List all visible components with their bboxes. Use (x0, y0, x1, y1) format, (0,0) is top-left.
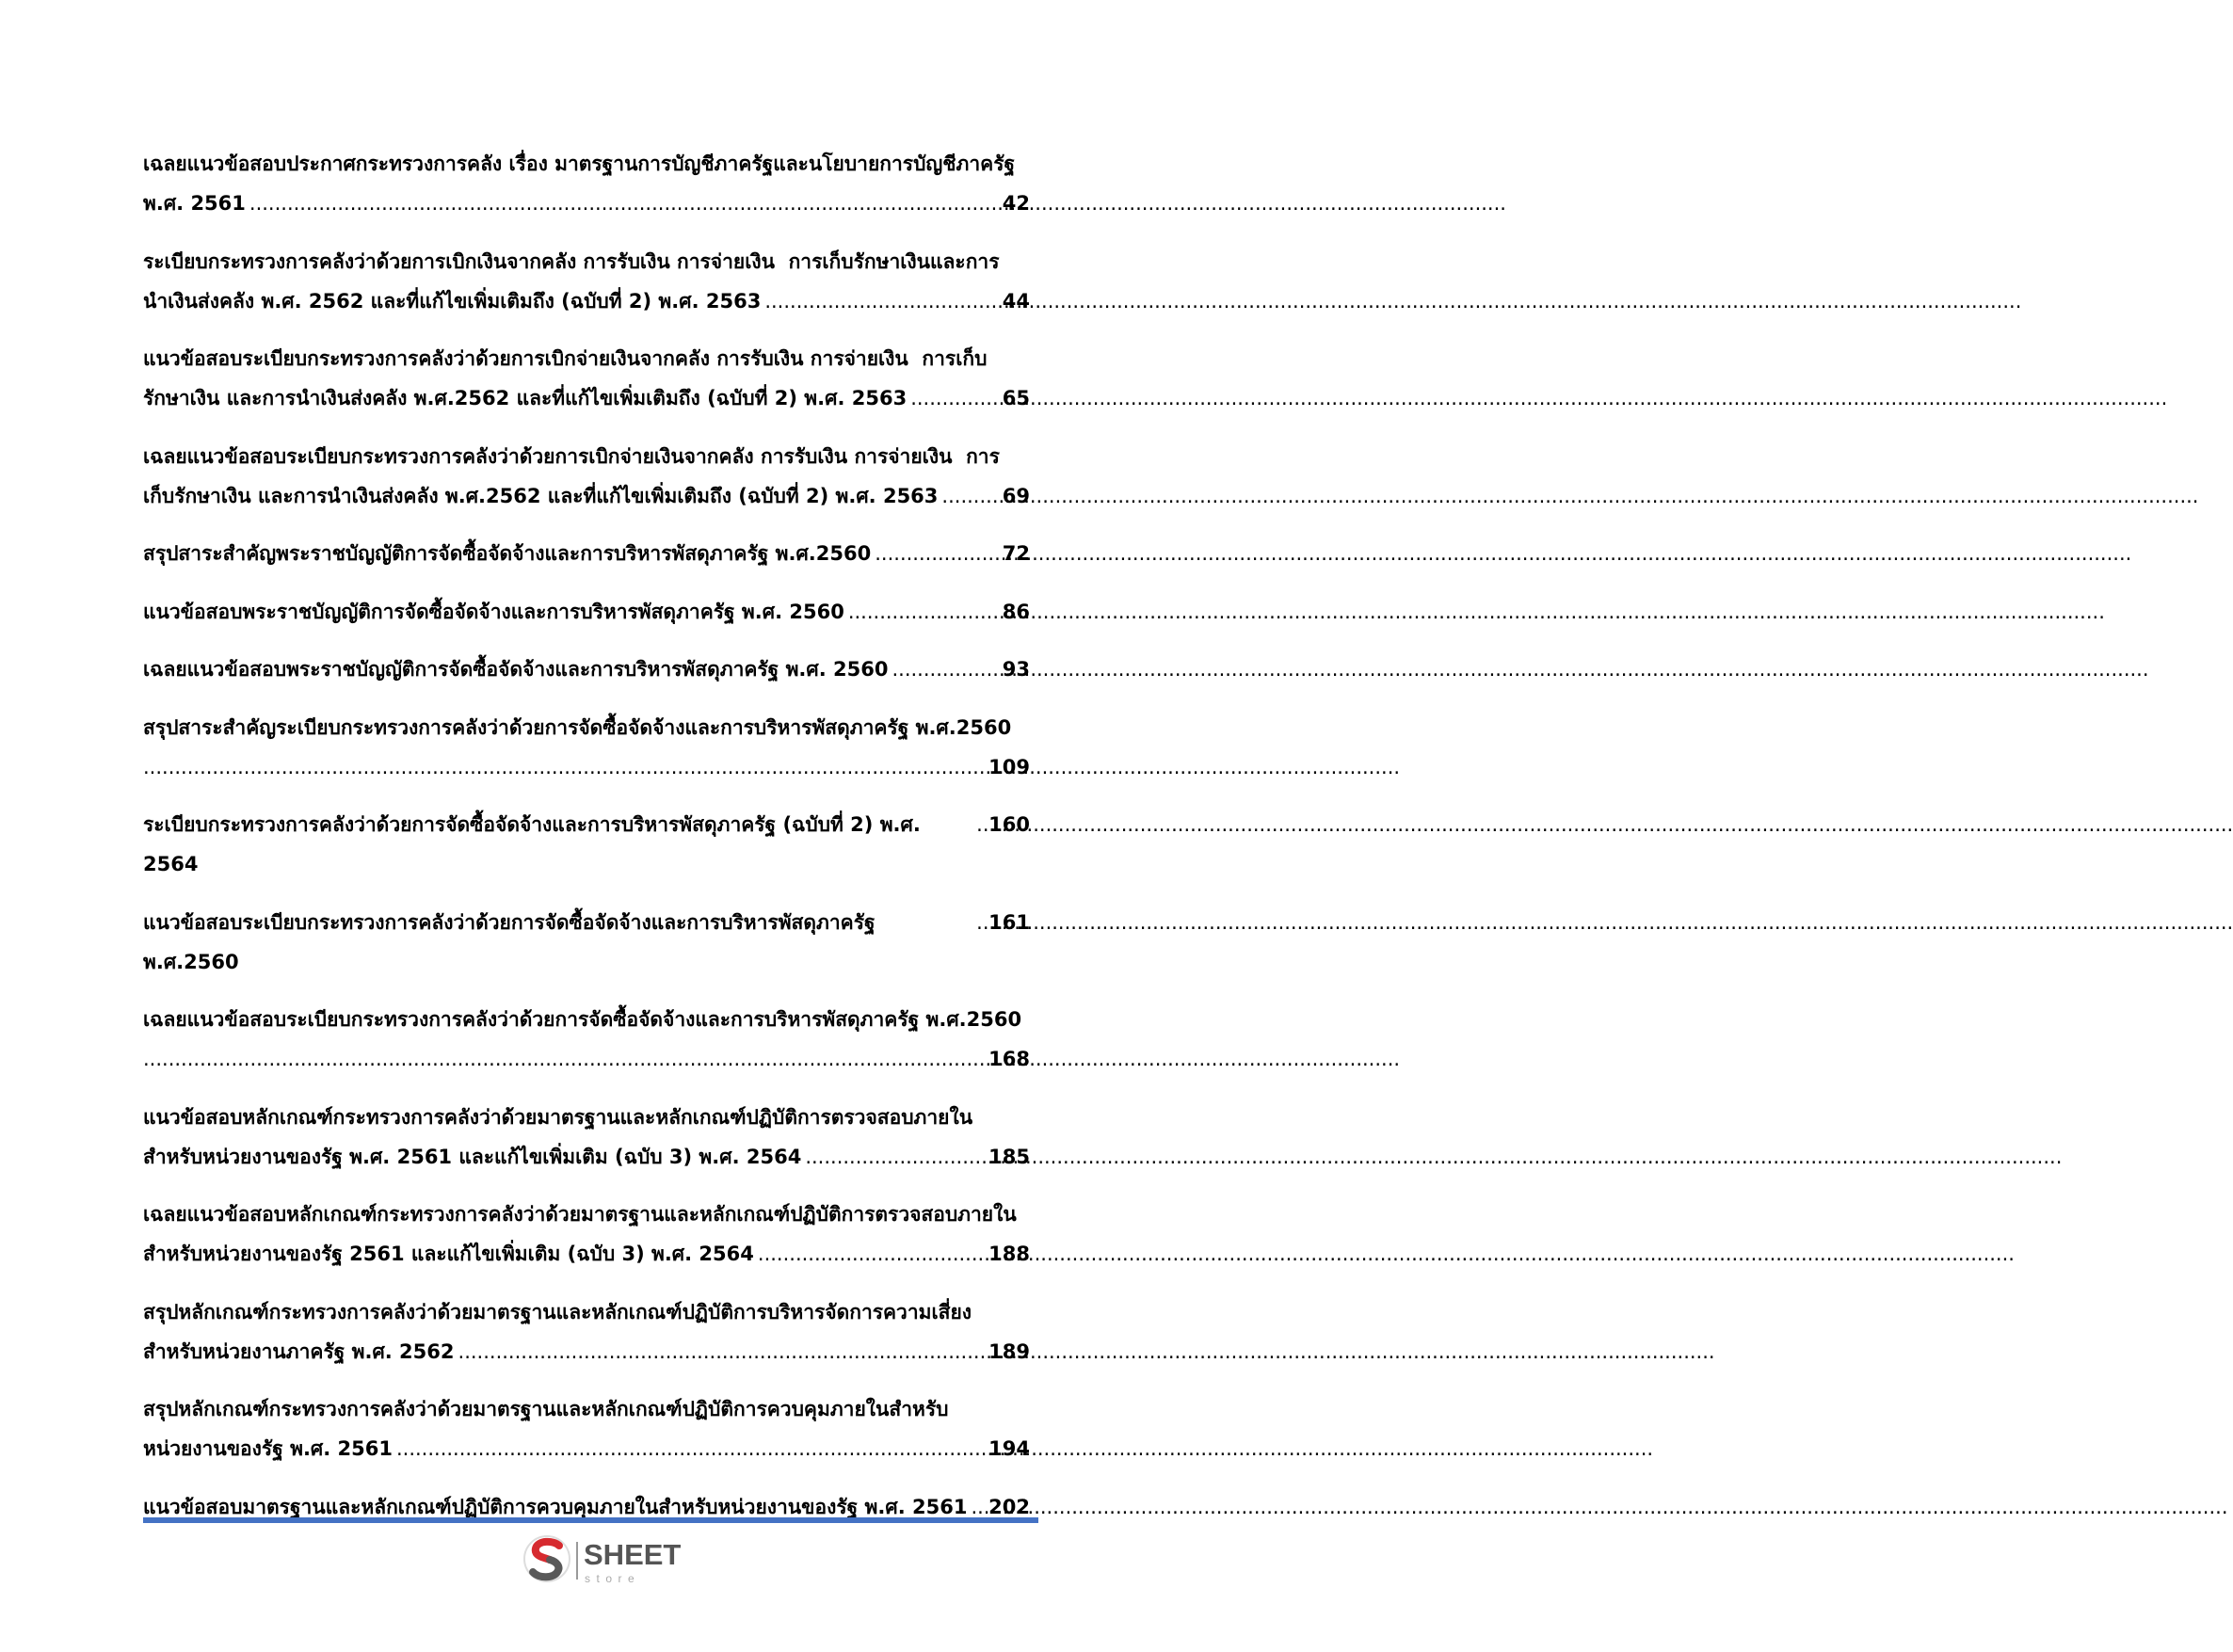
page-number: 42 (1002, 192, 1030, 215)
dot-leader (972, 903, 986, 942)
toc-entry-page-row (143, 184, 1030, 223)
toc-entry-page-row (143, 1137, 1030, 1177)
logo-subtitle: store (585, 1572, 641, 1585)
logo-ring (524, 1536, 570, 1581)
toc-entry-title-line: เฉลยแนวข้อสอบพระราชบัญญัติการจัดซื้อจัดจ้างและการบริหารพัสดุภาครัฐ พ.ศ. 2560 (143, 658, 889, 681)
toc-entry (143, 1195, 1030, 1274)
toc-entry-title-line: สรุปสาระสำคัญระเบียบกระทรวงการคลังว่าด้วยการจัดซื้อจัดจ้างและการบริหารพัสดุภาครัฐ พ.ศ.2560 (143, 715, 1012, 739)
page-number: 109 (988, 755, 1030, 778)
dot-leader (143, 747, 986, 787)
toc-entry-title-line: เก็บรักษาเงิน และการนำเงินส่งคลัง พ.ศ.2562 และที่แก้ไขเพิ่มเติมถึง (ฉบับที่ 2) พ.ศ. 2563 (143, 484, 939, 507)
toc-entry (143, 144, 1030, 223)
toc-entry-title-line: แนวข้อสอบระเบียบกระทรวงการคลังว่าด้วยการเบิกจ่ายเงินจากคลัง การรับเงิน การจ่ายเงิน การเก็บ (143, 347, 988, 370)
toc-entry-title-line: สำหรับหน่วยงานภาครัฐ พ.ศ. 2562 (143, 1339, 455, 1363)
toc-entry (143, 708, 1030, 787)
toc-entry (143, 1389, 1030, 1468)
page-number: 69 (1002, 484, 1030, 507)
toc-entry-page-row (143, 476, 1030, 516)
toc-entry-page-row (143, 747, 1030, 787)
toc-entry (143, 805, 1030, 884)
toc-entry-title-line: รักษาเงิน และการนำเงินส่งคลัง พ.ศ.2562 และที่แก้ไขเพิ่มเติมถึง (ฉบับที่ 2) พ.ศ. 2563 (143, 387, 908, 409)
toc-entry-page-row (143, 805, 1030, 884)
dot-leader (754, 1234, 986, 1274)
footer-rule (143, 1517, 1038, 1523)
table-of-contents (143, 144, 1030, 1518)
page-number: 194 (988, 1437, 1030, 1460)
toc-entry (143, 592, 1030, 632)
toc-entry (143, 1098, 1030, 1177)
toc-entry-page-row (143, 1039, 1030, 1079)
dot-leader (871, 534, 1000, 573)
page-number: 72 (1002, 542, 1030, 565)
page-number: 185 (988, 1145, 1030, 1168)
page-number: 188 (988, 1243, 1030, 1265)
logo-s-bottom (533, 1560, 558, 1577)
toc-entry-page-row (143, 650, 1030, 689)
dot-leader (393, 1429, 986, 1468)
toc-entry-title-line: นำเงินส่งคลัง พ.ศ. 2562 และที่แก้ไขเพิ่มเติมถึง (ฉบับที่ 2) พ.ศ. 2563 (143, 289, 762, 313)
toc-entry (143, 903, 1030, 982)
toc-entry (143, 339, 1030, 418)
dot-leader (801, 1137, 986, 1177)
toc-entry-title-line: แนวข้อสอบหลักเกณฑ์กระทรวงการคลังว่าด้วยมาตรฐานและหลักเกณฑ์ปฏิบัติการตรวจสอบภายใน (143, 1105, 973, 1129)
toc-entry-title-line: แนวข้อสอบมาตรฐานและหลักเกณฑ์ปฏิบัติการควบคุมภายในสำหรับหน่วยงานของรัฐ พ.ศ. 2561 (143, 1495, 968, 1518)
toc-entry-page-row (143, 1429, 1030, 1468)
dot-leader (907, 378, 1000, 418)
dot-leader (938, 476, 999, 516)
toc-entry (143, 534, 1030, 573)
dot-leader (888, 650, 999, 689)
toc-entry-title-line: แนวข้อสอบพระราชบัญญัติการจัดซื้อจัดจ้างและการบริหารพัสดุภาครัฐ พ.ศ. 2560 (143, 600, 844, 623)
toc-entry-title-line: เฉลยแนวข้อสอบระเบียบกระทรวงการคลังว่าด้วยการจัดซื้อจัดจ้างและการบริหารพัสดุภาครัฐ พ.ศ.2560 (143, 1008, 1022, 1031)
toc-entry-page-row (143, 378, 1030, 418)
toc-entry-title-line: ระเบียบกระทรวงการคลังว่าด้วยการเบิกเงินจากคลัง การรับเงิน การจ่ายเงิน การเก็บรักษาเงินและการ (143, 249, 1000, 273)
dot-leader (844, 592, 1000, 632)
toc-entry (143, 1292, 1030, 1371)
page-number: 168 (988, 1048, 1030, 1070)
logo-name: SHEET (584, 1538, 682, 1571)
page-number: 44 (1002, 289, 1030, 313)
toc-entry-page-row (143, 281, 1030, 321)
page-number: 161 (988, 910, 1030, 934)
dot-leader (972, 805, 986, 844)
dot-leader (761, 281, 999, 321)
logo-divider (576, 1542, 578, 1580)
dot-leader (143, 1039, 986, 1079)
toc-entry-title-line: สรุปหลักเกณฑ์กระทรวงการคลังว่าด้วยมาตรฐานและหลักเกณฑ์ปฏิบัติการควบคุมภายในสำหรับ (143, 1398, 949, 1420)
toc-entry-page-row (143, 592, 1030, 632)
page-number: 93 (1002, 658, 1030, 681)
toc-entry-title-line: พ.ศ. 2561 (143, 192, 246, 215)
toc-entry-page-row (143, 903, 1030, 982)
toc-entry (143, 1000, 1030, 1079)
dot-leader (455, 1332, 987, 1371)
toc-entry-title-line: หน่วยงานของรัฐ พ.ศ. 2561 (143, 1437, 393, 1460)
toc-entry (143, 650, 1030, 689)
toc-entry-title-line: เฉลยแนวข้อสอบหลักเกณฑ์กระทรวงการคลังว่าด้วยมาตรฐานและหลักเกณฑ์ปฏิบัติการตรวจสอบภายใน (143, 1203, 1017, 1226)
page-number: 65 (1002, 387, 1030, 409)
toc-entry-title-line: สำหรับหน่วยงานของรัฐ 2561 และแก้ไขเพิ่มเติม (ฉบับ 3) พ.ศ. 2564 (143, 1243, 754, 1265)
page-number: 189 (988, 1339, 1030, 1363)
toc-entry-title-line: สรุปสาระสำคัญพระราชบัญญัติการจัดซื้อจัดจ้างและการบริหารพัสดุภาครัฐ พ.ศ.2560 (143, 542, 872, 565)
page-number: 160 (988, 813, 1030, 836)
dot-leader (246, 184, 1000, 223)
toc-entry-title-line: แนวข้อสอบระเบียบกระทรวงการคลังว่าด้วยการจัดซื้อจัดจ้างและการบริหารพัสดุภาครัฐ พ.ศ.2560 (143, 910, 882, 973)
toc-entry-page-row (143, 1332, 1030, 1371)
toc-entry-title-line: สรุปหลักเกณฑ์กระทรวงการคลังว่าด้วยมาตรฐานและหลักเกณฑ์ปฏิบัติการบริหารจัดการความเสี่ยง (143, 1300, 972, 1323)
page-number: 202 (988, 1495, 1030, 1518)
toc-entry-page-row (143, 534, 1030, 573)
toc-entry (143, 437, 1030, 516)
toc-entry-page-row (143, 1234, 1030, 1274)
toc-entry (143, 242, 1030, 321)
logo-s-top (536, 1542, 559, 1560)
toc-entry-title-line: เฉลยแนวข้อสอบระเบียบกระทรวงการคลังว่าด้วยการเบิกจ่ายเงินจากคลัง การรับเงิน การจ่ายเงิน การ (143, 444, 1000, 468)
toc-entry-title-line: สำหรับหน่วยงานของรัฐ พ.ศ. 2561 และแก้ไขเพิ่มเติม (ฉบับ 3) พ.ศ. 2564 (143, 1145, 802, 1168)
toc-entry-title-line: ระเบียบกระทรวงการคลังว่าด้วยการจัดซื้อจัดจ้างและการบริหารพัสดุภาครัฐ (ฉบับที่ 2) พ.ศ. 2564 (143, 813, 928, 875)
toc-entry-title-line: เฉลยแนวข้อสอบประกาศกระทรวงการคลัง เรื่อง มาตรฐานการบัญชีภาครัฐและนโยบายการบัญชีภาครัฐ (143, 152, 1016, 175)
page-number: 86 (1002, 600, 1030, 623)
sheet-logo-icon (522, 1533, 572, 1584)
